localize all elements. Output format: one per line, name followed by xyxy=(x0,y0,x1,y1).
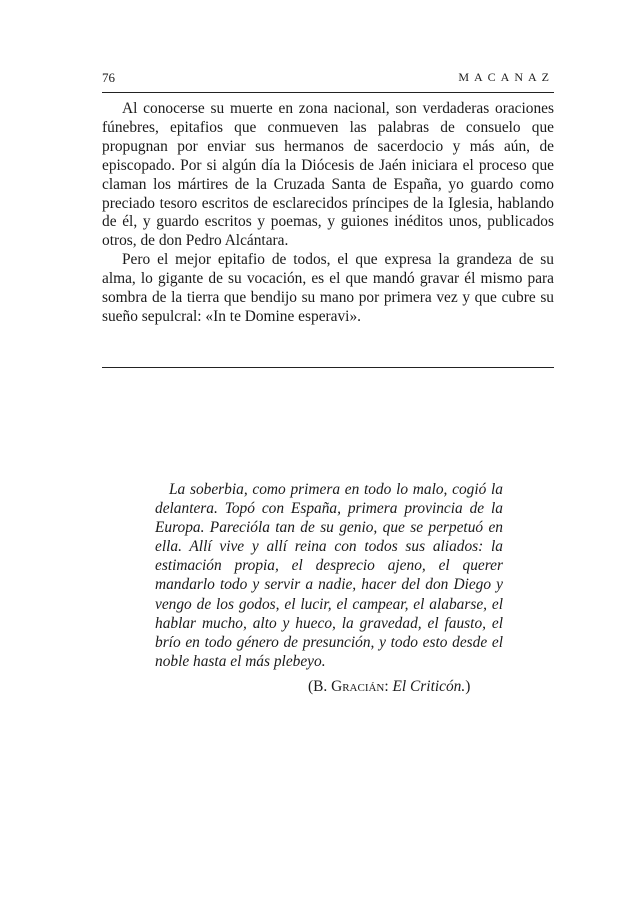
page-number: 76 xyxy=(102,70,115,85)
attribution-work: El Criticón. xyxy=(392,678,466,695)
epigraph-quote: La soberbia, como primera en todo lo malo, cogió la delantera. Topó con España, primera provincia de la Europa. Parecióla tan de su genio, que se perpetuó en ella. Allí vive y allí reina con todos sus aliados: la estimación propia, el desprecio ajeno, el querer mandarlo todo y servir a nadie, hacer del don Diego y vengo de los godos, el lucir, el campear, el alabarse, el hablar mucho, alto y hueco, la gravedad, el fausto, el brío en todo género de presunción, y todo esto desde el noble hasta el más plebeyo. xyxy=(155,481,503,670)
attribution-separator: : xyxy=(384,678,393,695)
running-head: MACANAZ xyxy=(458,70,554,84)
page-header xyxy=(102,70,554,93)
attribution-open: (B. xyxy=(308,678,332,695)
quote-attribution xyxy=(308,678,470,696)
attribution-author: Gracián xyxy=(331,678,385,695)
body-text xyxy=(102,100,554,327)
attribution-close: ) xyxy=(465,678,471,695)
section-divider xyxy=(102,367,554,368)
paragraph: Al conocerse su muerte en zona nacional, son verdaderas oraciones fúnebres, epitafios que conmueven las palabras de consuelo que propugnan por enviar sus hermanos de sacerdocio y más aún, de episcopado. Por si algún día la Diócesis de Jaén iniciara el proceso que claman los mártires de la Cruzada Santa de España, yo guardo como preciado tesoro escritos de esclarecidos príncipes de la Iglesia, hablando de él, y guardo escritos y poemas, y guiones inéditos unos, publicados otros, de don Pedro Alcántara. xyxy=(102,100,554,250)
paragraph: Pero el mejor epitafio de todos, el que expresa la grandeza de su alma, lo gigante de su vocación, es el que mandó gravar él mismo para sombra de la tierra que bendijo su mano por primera vez y que cubre su sueño sepulcral: «In te Domine esperavi». xyxy=(102,251,554,325)
